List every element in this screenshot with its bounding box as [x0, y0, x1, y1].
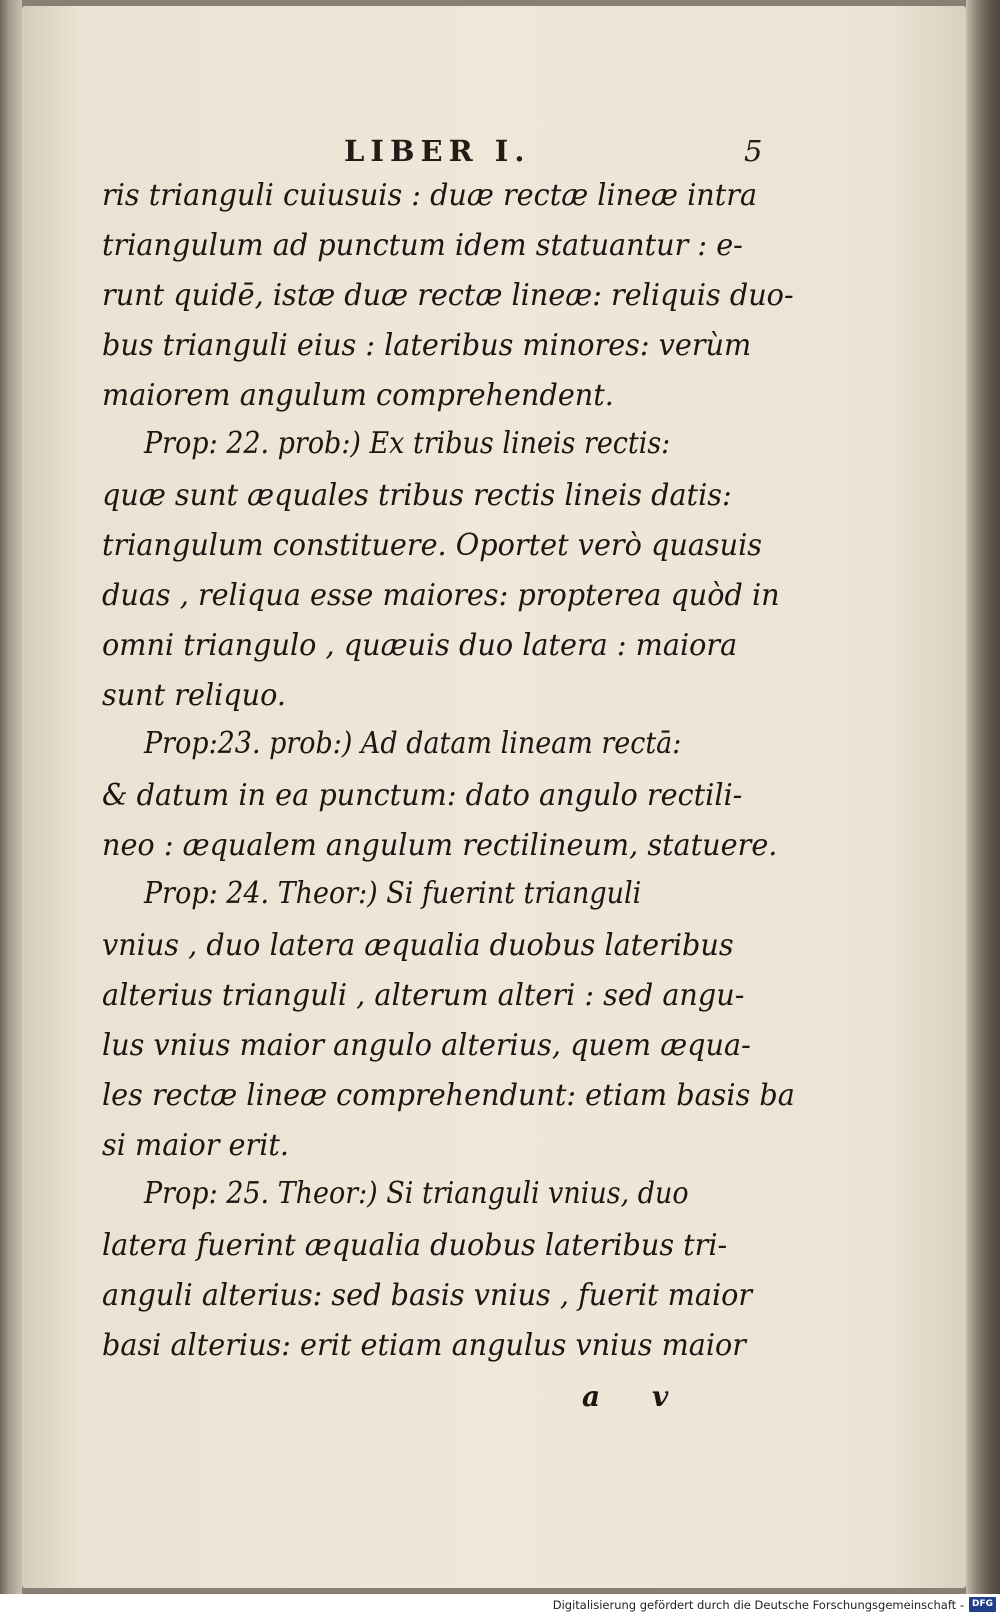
text-line: runt quidē, istæ duæ rectæ lineæ: reliquis duo- — [102, 278, 794, 312]
text-line: Prop:23. prob:) Ad datam lineam rectā: — [144, 726, 682, 760]
text-line: les rectæ lineæ comprehendunt: etiam basis ba — [102, 1078, 795, 1112]
text-line: Prop: 22. prob:) Ex tribus lineis rectis: — [144, 426, 671, 460]
text-line: bus trianguli eius : lateribus minores: verùm — [102, 328, 752, 362]
text-line: Prop: 24. Theor:) Si fuerint trianguli — [144, 876, 642, 910]
signature-line — [0, 1380, 1000, 1420]
running-head — [22, 134, 966, 174]
dfg-logo: DFG — [969, 1597, 996, 1612]
text-line: basi alterius: erit etiam angulus vnius maior — [102, 1328, 747, 1362]
text-line: neo : æqualem angulum rectilineum, statuere. — [102, 828, 778, 862]
text-line: lus vnius maior angulo alterius, quem æqua- — [102, 1028, 751, 1062]
text-line: triangulum constituere. Oportet verò quasuis — [102, 528, 763, 562]
text-line: sunt reliquo. — [102, 678, 287, 712]
footer-bar — [0, 1594, 1000, 1617]
text-line: Prop: 25. Theor:) Si trianguli vnius, duo — [144, 1176, 689, 1210]
text-line: anguli alterius: sed basis vnius , fuerit maior — [102, 1278, 753, 1312]
running-title: LIBER I. — [344, 134, 531, 168]
text-line: si maior erit. — [102, 1128, 290, 1162]
text-line: vnius , duo latera æqualia duobus lateribus — [102, 928, 734, 962]
catchword: v — [652, 1380, 669, 1413]
page-number: 5 — [744, 134, 763, 168]
signature-mark: a — [582, 1380, 601, 1413]
text-line: ris trianguli cuiusuis : duæ rectæ lineæ intra — [102, 178, 758, 212]
text-line: omni triangulo , quæuis duo latera : maiora — [102, 628, 738, 662]
text-line: latera fuerint æqualia duobus lateribus tri- — [102, 1228, 728, 1262]
binding-edge — [0, 0, 22, 1594]
text-line: triangulum ad punctum idem statuantur : e- — [102, 228, 743, 262]
text-line: alterius trianguli , alterum alteri : sed angu- — [102, 978, 745, 1012]
text-line: maiorem angulum comprehendent. — [102, 378, 614, 412]
book-page — [22, 6, 966, 1588]
funding-notice: Digitalisierung gefördert durch die Deutsche Forschungsgemeinschaft - — [552, 1598, 964, 1612]
page-stack-edge — [966, 0, 1000, 1594]
text-line: duas , reliqua esse maiores: propterea quòd in — [102, 578, 780, 612]
text-line: & datum in ea punctum: dato angulo rectili- — [102, 778, 743, 812]
text-line: quæ sunt æquales tribus rectis lineis datis: — [102, 478, 732, 512]
